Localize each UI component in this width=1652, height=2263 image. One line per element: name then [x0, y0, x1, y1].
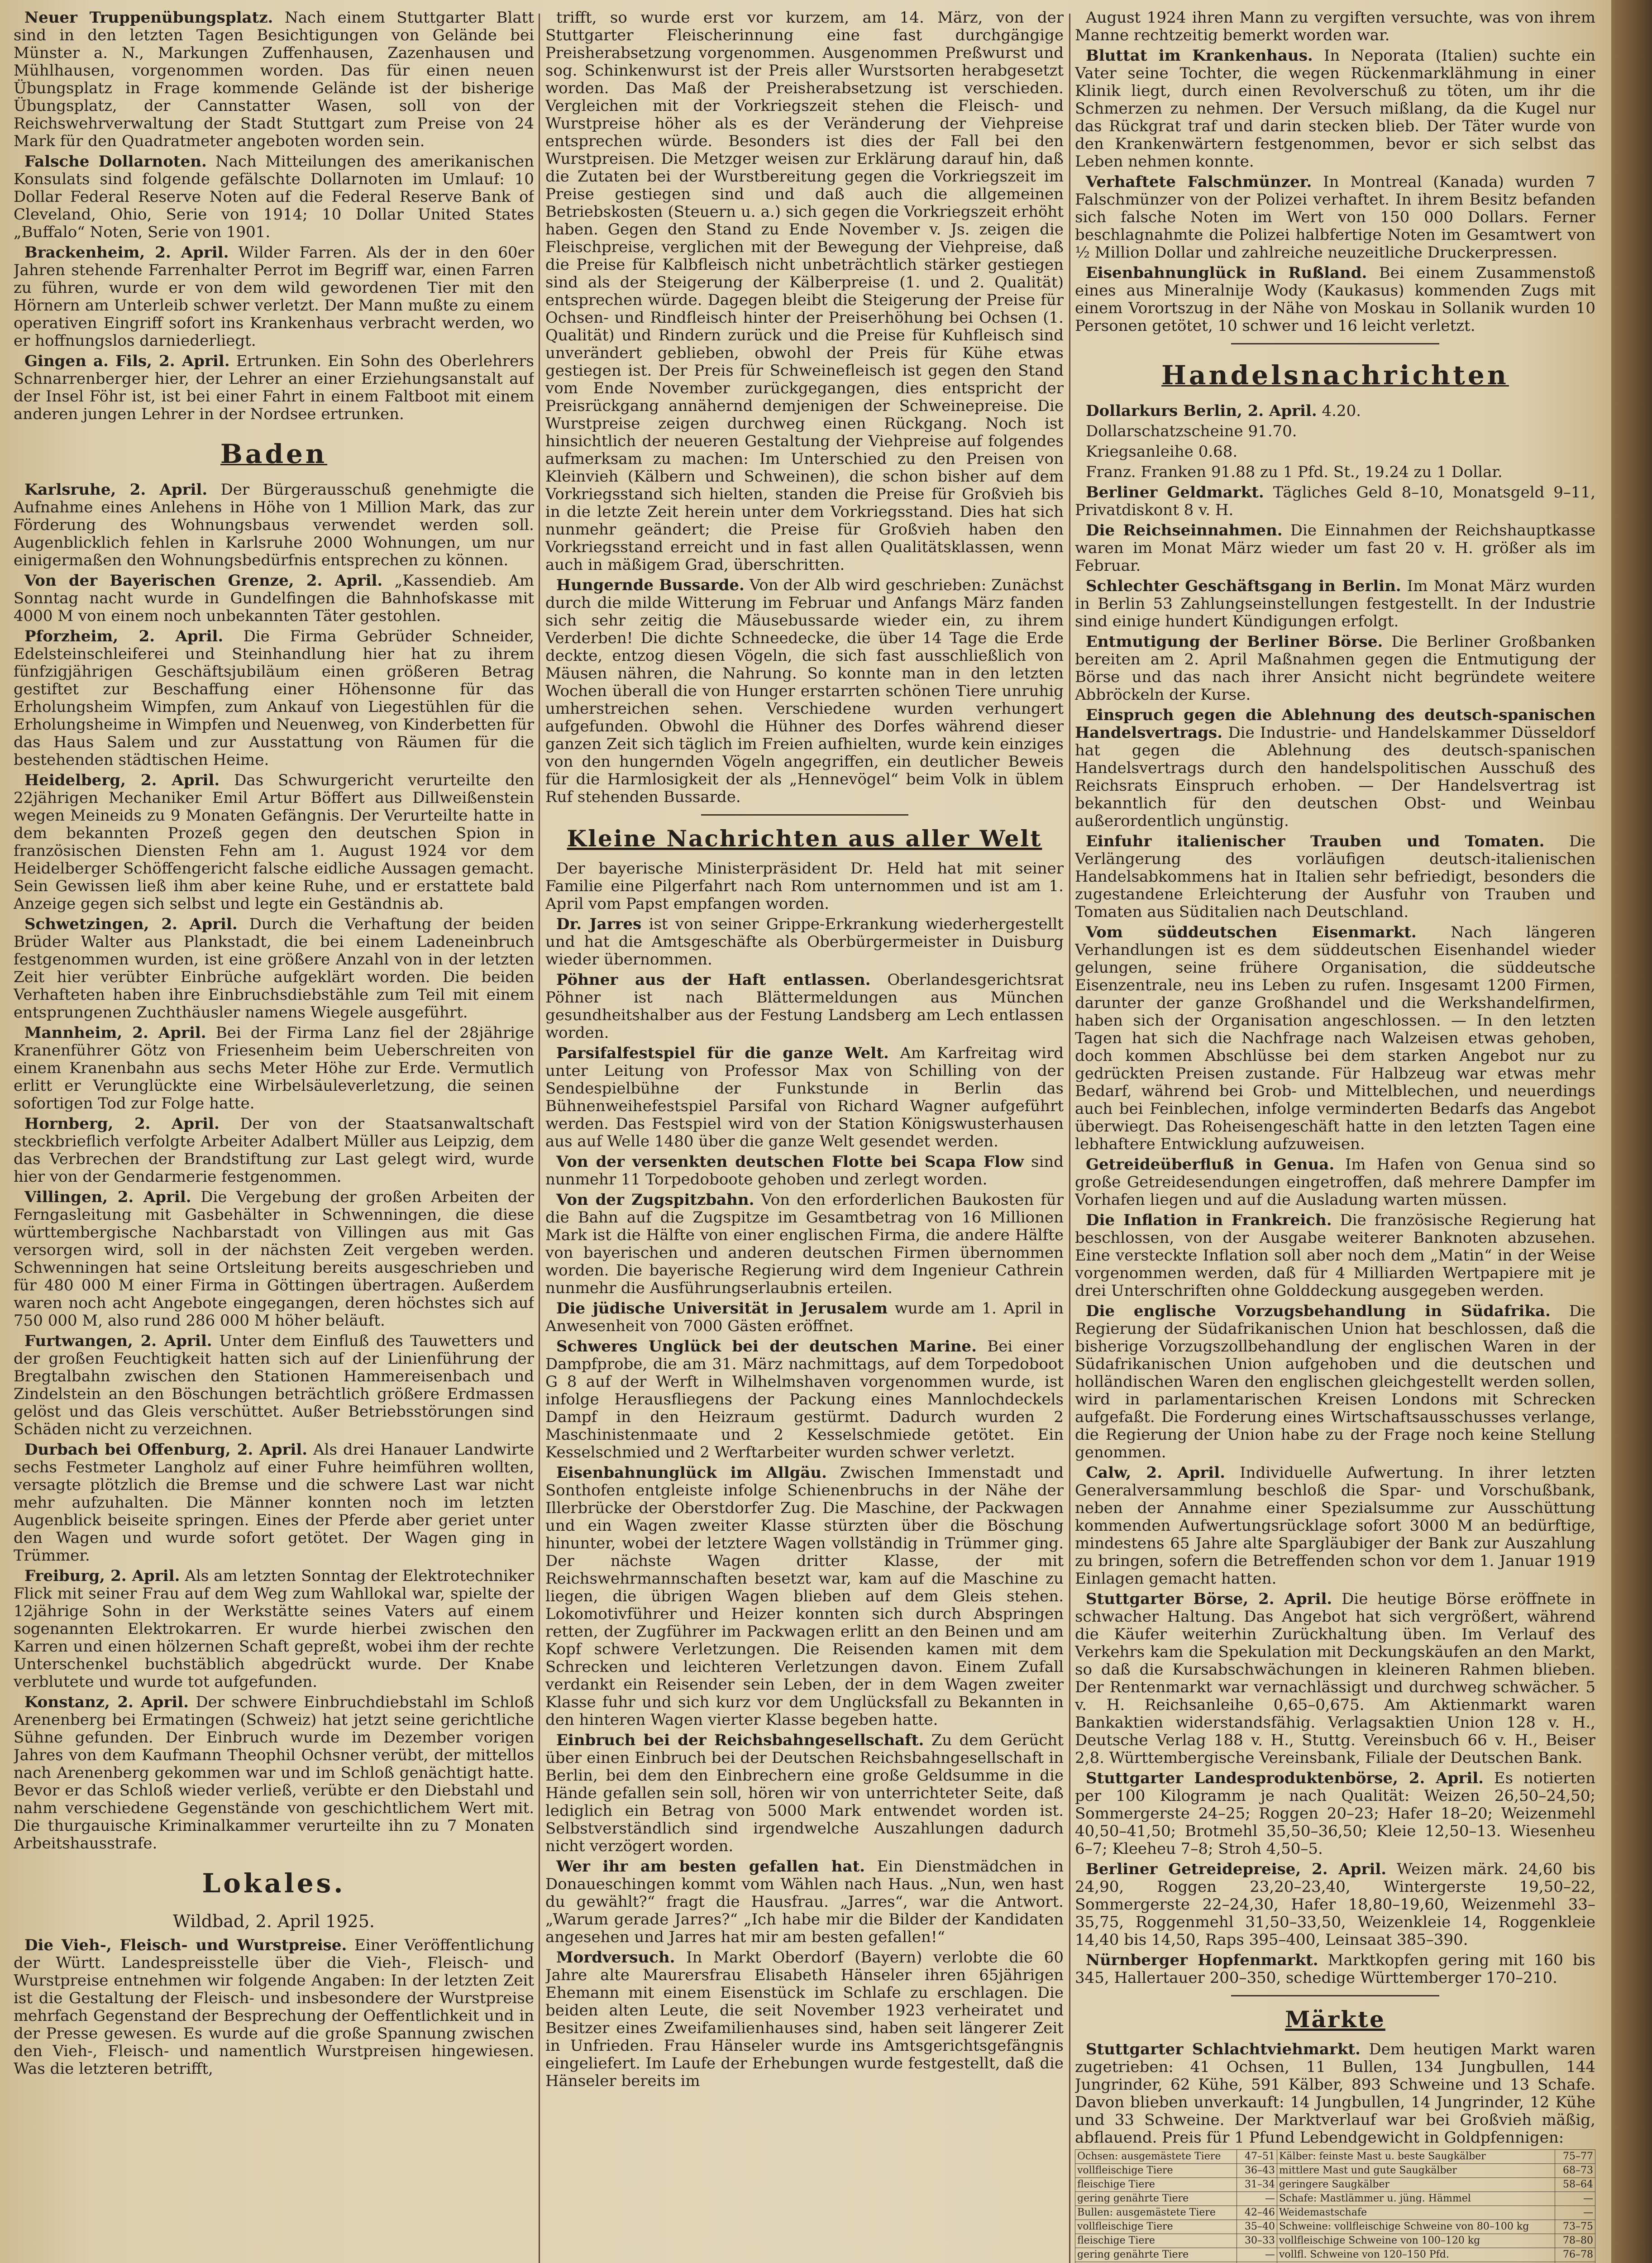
article-text: Individuelle Aufwertung. In ihrer letzten Generalversammlung beschloß die Spar- und Vorschußbank, neben der Annahme einer Spezialsumme zur Ausschüttung kommenden Aufwertungsrücklage sofort 3000 M an bedürftige, mindestens 65 Jahre alte Spargläubiger der Bank zur Auszahlung zu bringen, sofern die Betreffenden schon vor dem 1. Januar 1919 Einlagen gemacht hatten.	[1075, 1464, 1595, 1588]
article-headline: Gingen a. Fils, 2. April.	[24, 352, 230, 370]
article-headline: Schlechter Geschäftsgang in Berlin.	[1086, 577, 1401, 595]
table-cell-price: —	[1555, 2192, 1595, 2206]
article-paragraph	[1075, 463, 1595, 481]
article-text: Der Bürgerausschuß genehmigte die Aufnahme eines Anlehens in Höhe von 1 Million Mark, das zur Förderung des Wohnungsbaus verwendet werden soll. Augenblicklich fehlen in Karlsruhe 2000 Wohnungen, um nur einigermaßen den Wohnungsbedürfnis entsprechen zu können.	[14, 481, 534, 569]
article-headline: Konstanz, 2. April.	[24, 1693, 189, 1711]
article-paragraph	[545, 1464, 1064, 1729]
article-headline: Dollarkurs Berlin, 2. April.	[1086, 402, 1317, 420]
article-headline: Schweres Unglück bei der deutschen Marine.	[556, 1337, 977, 1356]
article-text: Ein Dienstmädchen in Donaueschingen kommt vom Wählen nach Haus. „Nun, wen hast du gewählt?“ fragt die Hausfrau. „Jarres“, war die Antwort. „Warum gerade Jarres?“ „Ich habe mir die Bilder der Kandidaten angesehen und Jarres hat mir am besten gefallen!“	[545, 1857, 1064, 1946]
article-paragraph	[14, 9, 534, 150]
article-paragraph	[1075, 443, 1595, 461]
article-paragraph	[14, 1567, 534, 1691]
table-cell-label: fleischige Tiere	[1075, 2234, 1237, 2248]
article-text: August 1924 ihren Mann zu vergiften versuchte, was von ihrem Manne rechtzeitig bemerkt worden war.	[1075, 9, 1595, 44]
article-text: Marktkopfen gering mit 160 bis 345, Hallertauer 200–350, schedige Württemberger 170–210.	[1075, 1951, 1595, 1987]
table-cell-label: Bullen: ausgemästete Tiere	[1075, 2206, 1237, 2220]
divider	[1231, 343, 1439, 344]
article-paragraph	[545, 1858, 1064, 1946]
divider	[1231, 1995, 1439, 1996]
article-headline: Einfuhr italienischer Trauben und Tomaten.	[1086, 832, 1545, 850]
article-headline: Stuttgarter Landesproduktenbörse, 2. April.	[1086, 1769, 1484, 1787]
table-row	[1075, 2178, 1595, 2192]
table-cell-price: 30–33	[1237, 2234, 1277, 2248]
article-text: Die heutige Börse eröffnete in schwacher Haltung. Das Angebot hat sich vergrößert, während die Käufer weiterhin Zurückhaltung üben. Im Verlauf des Verkehrs kam die Spekulation mit Deckungskäufen an den Markt, so daß die Kursabschwächungen in kleineren Rahmen blieben. Der Rentenmarkt war vernachlässigt und durchweg schwächer. 5 v. H. Reichsanleihe 0,65–0,675. Am Aktienmarkt waren Bankaktien widerstandsfähig. Verlagsaktien Union 128 v. H., Deutsche Verlag 188 v. H., Stuttg. Vereinsbuch 66 v. H., Beiser 2,8. Württembergische Vereinsbank, Filiale der Deutschen Bank.	[1075, 1590, 1595, 1767]
article-headline: Von der Bayerischen Grenze, 2. April.	[24, 572, 383, 590]
article-paragraph	[14, 628, 534, 769]
article-headline: Stuttgarter Schlachtviehmarkt.	[1086, 2040, 1361, 2058]
article-paragraph	[1075, 264, 1595, 335]
article-headline: Einbruch bei der Reichsbahngesellschaft.	[556, 1731, 924, 1749]
article-headline: Vom süddeutschen Eisenmarkt.	[1086, 923, 1417, 941]
article-text: Bei einem Zusammenstoß eines aus Mineralnije Wody (Kaukasus) kommenden Zugs mit einem Vorortszug in der Nähe von Moskau in Sollanik wurden 10 Personen getötet, 10 schwer und 16 leicht verletzt.	[1075, 264, 1595, 335]
article-headline: Die englische Vorzugsbehandlung in Südafrika.	[1086, 1302, 1551, 1320]
article-text: In Montreal (Kanada) wurden 7 Falschmünzer von der Polizei verhaftet. In ihrem Besitz befanden sich falsche Noten im Wert von 150 000 Dollars. Ferner beschlagnahmte die Polizei halbfertige Noten im Gesamtwert von ½ Million Dollar und zahlreiche neuzeitliche Druckerpressen.	[1075, 173, 1595, 262]
column-3	[1075, 9, 1595, 2263]
article-text: Dollarschatzscheine 91.70.	[1086, 422, 1297, 440]
table-cell-label: vollfl. Schweine von 120–150 Pfd.	[1277, 2248, 1555, 2262]
article-paragraph	[14, 1024, 534, 1112]
table-cell-price: —	[1237, 2192, 1277, 2206]
article-paragraph	[1075, 402, 1595, 420]
article-paragraph	[14, 153, 534, 241]
table-cell-label: fleischige Tiere	[1075, 2178, 1237, 2192]
lokales-dateline: Wildbad, 2. April 1925.	[173, 1911, 375, 1931]
article-text: Bei einer Dampfprobe, die am 31. März nachmittags, auf dem Torpedoboot G 8 auf der Werft in Wilhelmshaven vorgenommen wurde, ist infolge Herausfliegens der Packung eines Mannlochdeckels Dampf in den Heizraum gestürmt. Dadurch wurden 2 Maschinistenmaate und 2 Kesselschmiede getötet. Ein Kesselschmied und 2 Werftarbeiter wurden schwer verletzt.	[545, 1337, 1064, 1461]
table-cell-label: geringere Saugkälber	[1277, 2178, 1555, 2192]
table-row	[1075, 2220, 1595, 2234]
article-paragraph	[1075, 1952, 1595, 1987]
article-text: Als am letzten Sonntag der Elektrotechniker Flick mit seiner Frau auf dem Weg zum Wahllokal war, spielte der 12jährige Sohn in der Werkstätte seines Vaters auf einem sogenannten Elektrokarren. Er wurde hierbei zwischen den Karren und einen hölzernen Schaft gepreßt, wobei ihm der rechte Unterschenkel buchstäblich abgedrückt wurde. Der Knabe verblutete und wurde tot aufgefunden.	[14, 1567, 534, 1691]
article-text: Die Einnahmen der Reichshauptkasse waren im Monat März wieder um fast 20 v. H. größer als im Februar.	[1075, 521, 1595, 575]
article-headline: Nürnberger Hopfenmarkt.	[1086, 1951, 1318, 1969]
article-headline: Villingen, 2. April.	[24, 1188, 191, 1206]
article-text: trifft, so wurde erst vor kurzem, am 14. März, von der Stuttgarter Fleischerinnung eine fast durchgängige Preisherabsetzung vorgenommen. Ausgenommen Preßwurst und sog. Schinkenwurst ist der Preis aller Wurstsorten herabgesetzt worden. Das Maß der Preisherabsetzung ist verschieden. Vergleichen mit der Vorkriegszeit stehen die Fleisch- und Wurstpreise höher als es der Veränderung der Viehpreise entsprechen würde. Besonders ist dies der Fall bei den Wurstpreisen. Die Metzger weisen zur Erklärung darauf hin, daß die Zutaten bei der Wurstbereitung gegen die Vorkriegszeit im Preise gestiegen sind und daß auch die allgemeinen Betriebskosten (Steuern u. a.) sich gegen die Vorkriegszeit erhöht haben. Gegen den Stand zu Ende November v. Js. zeigen die Fleischpreise, verglichen mit der Bewegung der Viehpreise, daß die Preise für Kalbfleisch nicht unbeträchtlich stärker gestiegen sind als der Steigerung der Kälberpreise (1. und 2. Qualität) entsprechen würde. Dagegen bleibt die Steigerung der Preise für Ochsen- und Rindfleisch hinter der Preiserhöhung bei Ochsen (1. Qualität) und Rindern zurück und die Preise für Kuhfleisch sind unverändert geblieben, obwohl der Preis für Kühe etwas gestiegen ist. Der Preis für Schweinefleisch ist gegen den Stand vom Ende November zurückgegangen, dies entspricht der Preisrückgang annähernd demjenigen der Schweinepreise. Die Wurstpreise zeigen durchweg einen Rückgang. Noch ist hinsichtlich der neueren Gestaltung der Viehpreise auf folgendes aufmerksam zu machen: Im Unterschied zu den Preisen von Kleinvieh (Kälbern und Schweinen), die schon bisher auf dem Vorkriegsstand sich hielten, standen die Preise für Großvieh bis in die letzte Zeit herein unter dem Vorkriegsstand. Dies hat sich nunmehr geändert; die Preise für Großvieh haben den Vorkriegsstand erreicht und in fast allen Qualitätsklassen, wenn auch in mäßigem Grad, überschritten.	[545, 9, 1064, 574]
article-paragraph	[1075, 1212, 1595, 1300]
section-title-baden: Baden	[220, 439, 328, 469]
article-headline: Dr. Jarres	[556, 915, 642, 933]
article-paragraph	[545, 860, 1064, 913]
article-paragraph	[545, 1338, 1064, 1461]
section-title-lokales: Lokales.	[202, 1868, 346, 1899]
article-headline: Brackenheim, 2. April.	[24, 243, 229, 262]
article-headline: Hungernde Bussarde.	[556, 576, 745, 594]
article-text: Ertrunken. Ein Sohn des Oberlehrers Schnarrenberger hier, der Lehrer an einer Erziehungsanstalt auf der Insel Föhr ist, ist bei einer Fahrt in einem Faltboot mit einem anderen jungen Lehrer in der Nordsee ertrunken.	[14, 352, 534, 423]
article-text: Es notierten per 100 Kilogramm je nach Qualität: Weizen 26,50–24,50; Sommergerste 24–25; Roggen 20–23; Hafer 18–20; Weizenmehl 40,50–41,50; Brotmehl 35,50–36,50; Kleie 12,50–13. Wiesenheu 6–7; Kleeheu 7–8; Stroh 4,50–5.	[1075, 1769, 1595, 1858]
article-text: Dem heutigen Markt waren zugetrieben: 41 Ochsen, 11 Bullen, 134 Jungbullen, 144 Jungrinder, 62 Kühe, 591 Kälber, 893 Schweine und 13 Schafe. Davon blieben unverkauft: 14 Jungbullen, 14 Jungrinder, 12 Kühe und 33 Schweine. Der Marktverlauf war bei Großvieh mäßig, abflauend. Preis für 1 Pfund Lebendgewicht in Goldpfennigen:	[1075, 2040, 1595, 2147]
table-cell-label: gering genährte Tiere	[1075, 2192, 1237, 2206]
article-headline: Hornberg, 2. April.	[24, 1115, 220, 1133]
article-headline: Einspruch gegen die Ablehnung des deutsch-spanischen Handelsvertrags.	[1075, 706, 1595, 742]
article-headline: Verhaftete Falschmünzer.	[1086, 173, 1312, 191]
article-text: Nach längeren Verhandlungen ist es dem süddeutschen Eisenhandel wieder gelungen, seine frühere Organisation, die süddeutsche Eisenzentrale, neu ins Leben zu rufen. Insgesamt 1200 Firmen, darunter der ganze Großhandel und die Werkshandelfirmen, haben sich der Organisation angeschlossen. — In den letzten Tagen hat sich die Nachfrage nach Walzeisen etwas gehoben, doch kommen Abschlüsse bei dem starken Angebot nur zu gedrückten Preisen zustande. Für Halbzeug war etwas mehr Bedarf, während bei Grob- und Mittelblechen, und neuerdings auch bei Feinblechen, infolge verminderten Bedarfs das Angebot überwiegt. Das Roheisengeschäft hatte in den letzten Tagen eine lebhaftere Entwicklung aufzuweisen.	[1075, 923, 1595, 1153]
article-headline: Die jüdische Universität in Jerusalem	[556, 1299, 888, 1318]
article-paragraph	[1075, 9, 1595, 44]
article-headline: Von der Zugspitzbahn.	[556, 1191, 754, 1209]
article-paragraph	[14, 1441, 534, 1565]
article-paragraph	[545, 1191, 1064, 1297]
table-cell-label: vollfleischige Tiere	[1075, 2164, 1237, 2178]
column-rule-1	[539, 14, 540, 2263]
article-paragraph	[1075, 1770, 1595, 1858]
article-headline: Mannheim, 2. April.	[24, 1024, 206, 1042]
article-paragraph	[14, 481, 534, 569]
article-paragraph	[14, 1332, 534, 1438]
article-paragraph	[545, 1045, 1064, 1151]
article-text: Der bayerische Ministerpräsident Dr. Held hat mit seiner Familie eine Pilgerfahrt nach Rom unternommen und ist am 1. April vom Papst empfangen worden.	[545, 859, 1064, 913]
article-text: sind nunmehr 11 Torpedoboote gehoben und zerlegt worden.	[545, 1153, 1064, 1189]
column-2	[545, 9, 1064, 2263]
article-text: Tägliches Geld 8–10, Monatsgeld 9–11, Privatdiskont 8 v. H.	[1075, 483, 1595, 519]
article-text: Zu dem Gerücht über einen Einbruch bei der Deutschen Reichsbahngesellschaft in Berlin, bei dem den Einbrechern eine große Geldsumme in die Hände gefallen sein soll, hören wir von unterrichteter Seite, daß lediglich ein Betrag von 5000 Mark entwendet worden ist. Selbstverständlich sind irgendwelche Auszahlungen dadurch nicht verzögert worden.	[545, 1731, 1064, 1855]
article-headline: Wer ihr am besten gefallen hat.	[556, 1857, 865, 1876]
article-headline: Freiburg, 2. April.	[24, 1567, 180, 1585]
article-paragraph	[1075, 1861, 1595, 1949]
article-paragraph	[14, 1115, 534, 1186]
article-paragraph	[14, 353, 534, 423]
article-text: Nach einem Stuttgarter Blatt sind in den letzten Tagen Besichtigungen von Gelände bei Münster a. N., Markungen Zuffenhausen, Zazenhausen und Mühlhausen, vorgenommen worden. Das für einen neuen Übungsplatz in Frage kommende Gelände ist der bisherige Übungsplatz, der Cannstatter Wasen, soll von der Reichswehrverwaltung der Stadt Stuttgart zum Preise von 24 Mark für den Quadratmeter angeboten worden sein.	[14, 9, 534, 150]
article-text: Oberlandesgerichtsrat Pöhner ist nach Blättermeldungen aus München gesundheitshalber aus der Festung Landsberg am Lech entlassen worden.	[545, 971, 1064, 1042]
article-text: Die Vergebung der großen Arbeiten der Ferngasleitung mit Gasbehälter in Schwenningen, die diese württembergische Nachbarstadt von Villingen aus mit Gas versorgen wird, soll in der nächsten Zeit vergeben werden. Schwenningen hat seine Ortsleitung bereits ausgeschrieben und für 480 000 M einer Firma in Göttingen übertragen. Außerdem waren noch acht Angebote eingegangen, deren höchstes sich auf 750 000 M, also rund 286 000 M höher beläuft.	[14, 1188, 534, 1330]
article-text: Franz. Franken 91.88 zu 1 Pfd. St., 19.24 zu 1 Dollar.	[1086, 463, 1503, 481]
table-cell-label: gering genährte Tiere	[1075, 2248, 1237, 2262]
article-text: Der schwere Einbruchdiebstahl im Schloß Arenenberg bei Ermatingen (Schweiz) hat jetzt seine gerichtliche Sühne gefunden. Der Einbruch wurde im Dezember vorigen Jahres von dem Kaufmann Theophil Ochsner verübt, der mittellos nach Arenenberg gekommen war und im Schloß genächtigt hatte. Bevor er das Schloß wieder verließ, verübte er den Diebstahl und nahm verschiedene Gegenstände von geschichtlichem Wert mit. Die thurgauische Kriminalkammer verurteilte ihn zu 7 Monaten Arbeitshausstrafe.	[14, 1693, 534, 1852]
table-cell-price: 42–46	[1237, 2206, 1277, 2220]
article-headline: Getreideüberfluß in Genua.	[1086, 1155, 1335, 1174]
article-paragraph	[1075, 1156, 1595, 1209]
article-paragraph	[1075, 833, 1595, 921]
article-text: Nach Mitteilungen des amerikanischen Konsulats sind folgende gefälschte Dollarnoten im Umlauf: 10 Dollar Federal Reserve Noten auf die Federal Reserve Bank of Cleveland, Ohio, Serie von 1914; 10 Dollar United States „Buffalo“ Noten, Serie von 1901.	[14, 153, 534, 241]
article-paragraph	[14, 572, 534, 625]
article-text: Wilder Farren. Als der in den 60er Jahren stehende Farrenhalter Perrot im Begriff war, einen Farren zu führen, wurde er von dem wild gewordenen Tier mit den Hörnern am Unterleib schwer verletzt. Der Mann mußte zu einem operativen Eingriff sofort ins Krankenhaus verbracht werden, wo er hoffnungslos darniederliegt.	[14, 243, 534, 350]
article-text: In Markt Oberdorf (Bayern) verlobte die 60 Jahre alte Maurersfrau Elisabeth Hänseler ihren 65jährigen Ehemann mit einem Eisenstück im Schlafe zu erschlagen. Die beiden alten Leute, die seit November 1923 verheiratet und Besitzer eines Zweifamilienhauses sind, haben seit längerer Zeit in Unfrieden. Frau Hänseler wurde ins Amtsgerichtsgefängnis eingeliefert. Im Laufe der Erhebungen wurde festgestellt, daß die Hänseler bereits im	[545, 1948, 1064, 2090]
table-cell-price: 73–75	[1555, 2220, 1595, 2234]
article-paragraph	[14, 1937, 534, 2078]
article-headline: Mordversuch.	[556, 1948, 675, 1967]
article-headline: Falsche Dollarnoten.	[24, 153, 207, 171]
article-headline: Von der versenkten deutschen Flotte bei Scapa Flow	[556, 1153, 1024, 1171]
article-paragraph	[14, 1694, 534, 1852]
table-cell-price: 36–43	[1237, 2164, 1277, 2178]
article-headline: Parsifalfestspiel für die ganze Welt.	[556, 1044, 889, 1062]
article-paragraph	[1075, 484, 1595, 519]
article-paragraph	[545, 916, 1064, 969]
article-paragraph	[545, 9, 1064, 574]
article-text: Die französische Regierung hat beschlossen, von der Ausgabe weiterer Banknoten abzusehen. Eine versteckte Inflation soll aber noch dem „Matin“ in der Weise vorgenommen werden, daß für 4 Milliarden Wertpapiere mit je drei Unterschriften ohne Golddeckung ausgegeben werden.	[1075, 1211, 1595, 1300]
article-headline: Calw, 2. April.	[1086, 1464, 1225, 1482]
article-headline: Berliner Geldmarkt.	[1086, 483, 1264, 501]
article-paragraph	[1075, 1464, 1595, 1588]
table-cell-price: 75–77	[1555, 2150, 1595, 2164]
article-paragraph	[14, 772, 534, 913]
section-title-maerkte: Märkte	[1285, 2006, 1385, 2033]
table-row	[1075, 2206, 1595, 2220]
article-text: ist von seiner Grippe-Erkrankung wiederhergestellt und hat die Amtsgeschäfte als Oberbürgermeister in Duisburg wieder übernommen.	[545, 915, 1064, 969]
article-headline: Eisenbahnunglück in Rußland.	[1086, 264, 1367, 282]
article-text: Das Schwurgericht verurteilte den 22jährigen Mechaniker Emil Artur Böffert aus Dillweißenstein wegen Meineids zu 9 Monaten Gefängnis. Der Verurteilte hatte in dem bekannten Prozeß gegen den deutschen Spion in französischen Diensten Fehn am 1. August 1924 vor dem Heidelberger Schöffengericht falsche eidliche Aussagen gemacht. Sein Gewissen ließ ihm aber keine Ruhe, und er erstattete bald Anzeige gegen sich selbst und legte ein Geständnis ab.	[14, 771, 534, 913]
table-cell-price: 35–40	[1237, 2220, 1277, 2234]
article-paragraph	[1075, 173, 1595, 262]
table-cell-price: 78–80	[1555, 2234, 1595, 2248]
article-text: Die Verlängerung des vorläufigen deutsch-italienischen Handelsabkommens hat in Italien sehr befriedigt, besonders die zugestandene Erleichterung der Ausfuhr von Trauben und Tomaten aus Süditalien nach Deutschland.	[1075, 832, 1595, 921]
article-paragraph	[1075, 578, 1595, 630]
column-rule-2	[1069, 14, 1070, 2263]
article-headline: Durbach bei Offenburg, 2. April.	[24, 1441, 308, 1459]
article-paragraph	[1075, 1590, 1595, 1767]
article-text: Einer Veröffentlichung der Württ. Landespreisstelle über die Vieh-, Fleisch- und Wurstpreise entnehmen wir folgende Angaben: In der letzten Zeit ist die Gestaltung der Fleisch- und insbesondere der Wurstpreise mehrfach Gegenstand der Besprechung der Oeffentlichkeit und in der Presse gewesen. Es wurde auf die große Spannung zwischen den Vieh-, Fleisch- und namentlich Wurstpreisen hingewiesen. Was die letzteren betrifft,	[14, 1936, 534, 2078]
article-text: Als drei Hanauer Landwirte sechs Festmeter Langholz auf einer Fuhre heimführen wollten, versagte plötzlich die Bremse und die schwere Last war nicht mehr aufzuhalten. Die Männer konnten noch im letzten Augenblick beiseite springen. Eines der Pferde aber geriet unter den Wagen und wurde sofort getötet. Der Wagen ging in Trümmer.	[14, 1441, 534, 1565]
article-text: 4.20.	[1317, 402, 1361, 420]
article-text: wurde am 1. April in Anwesenheit von 7000 Gästen eröffnet.	[545, 1299, 1064, 1335]
article-headline: Neuer Truppenübungsplatz.	[24, 9, 273, 27]
article-paragraph	[545, 1732, 1064, 1855]
article-headline: Pöhner aus der Haft entlassen.	[556, 971, 871, 989]
article-text: Der von der Staatsanwaltschaft steckbrieflich verfolgte Arbeiter Adalbert Müller aus Leipzig, dem das Verbrechen der Brandstiftung zur Last gelegt wird, wurde hier von der Gendarmerie festgenommen.	[14, 1115, 534, 1186]
article-paragraph	[545, 971, 1064, 1042]
table-cell-price: 76–78	[1555, 2248, 1595, 2262]
article-headline: Die Vieh-, Fleisch- und Wurstpreise.	[24, 1936, 347, 1954]
article-text: Bei der Firma Lanz fiel der 28jährige Kranenführer Götz von Friesenheim beim Ueberschreiten von einem Kranenbahn aus sechs Meter Höhe zur Erde. Vermutlich erlitt er Verunglückte eine Wirbelsäuleverletzung, die seinen sofortigen Tod zur Folge hatte.	[14, 1024, 534, 1112]
table-cell-price: —	[1555, 2206, 1595, 2220]
section-title-handelsnachrichten: Handelsnachrichten	[1161, 360, 1509, 391]
article-paragraph	[1075, 522, 1595, 575]
article-paragraph	[14, 916, 534, 1022]
table-cell-price: 68–73	[1555, 2164, 1595, 2178]
article-paragraph	[1075, 633, 1595, 704]
article-text: Die Berliner Großbanken bereiten am 2. April Maßnahmen gegen die Entmutigung der Börse und das nach ihrer Ansicht nicht begründete weitere Abbröckeln der Kurse.	[1075, 633, 1595, 704]
table-cell-label: Weidemastschafe	[1277, 2206, 1555, 2220]
article-paragraph	[1075, 924, 1595, 1153]
article-paragraph	[545, 1949, 1064, 2090]
article-text: Die Industrie- und Handelskammer Düsseldorf hat gegen die Ablehnung des deutsch-spanischen Handelsvertrags durch den handelspolitischen Ausschuß des Reichsrats Einspruch erhoben. — Der Handelsvertrag ist bekanntlich für den deutschen Obst- und Weinbau außerordentlich ungünstig.	[1075, 724, 1595, 830]
article-text: Durch die Verhaftung der beiden Brüder Walter aus Plankstadt, die bei einem Ladeneinbruch festgenommen wurden, ist eine größere Anzahl von in der letzten Zeit hier verübter Einbrüche aufgeklärt worden. Die beiden Verhafteten haben ihre Einbruchsdiebstähle zum Teil mit einem entsprungenen Zuchthäusler namens Wiegele ausgeführt.	[14, 915, 534, 1022]
article-text: In Neporata (Italien) suchte ein Vater seine Tochter, die wegen Rückenmarklähmung in einer Klinik liegt, durch einen Revolverschuß zu töten, um ihr die Schmerzen zu nehmen. Der Versuch mißlang, da die Kugel nur das Rückgrat traf und darin stecken blieb. Der Täter wurde von den Krankenwärtern festgenommen, bevor er sich selbst das Leben nehmen konnte.	[1075, 47, 1595, 171]
table-cell-label: Schweine: vollfleischige Schweine von 80–100 kg	[1277, 2220, 1555, 2234]
article-text: Im Hafen von Genua sind so große Getreidesendungen eingetroffen, daß mehrere Dampfer im Vorhafen liegen und auf die Ausladung warten müssen.	[1075, 1155, 1595, 1209]
table-row	[1075, 2150, 1595, 2164]
article-text: Von den erforderlichen Baukosten für die Bahn auf die Zugspitze im Gesamtbetrag von 16 Millionen Mark ist die Hälfte von einer englischen Firma, die andere Hälfte von bayerischen und anderen deutschen Firmen übernommen worden. Die bayerische Regierung wird dem Ingenieur Cathrein nunmehr die Ausführungserlaubnis erteilen.	[545, 1191, 1064, 1297]
article-headline: Bluttat im Krankenhaus.	[1086, 47, 1313, 65]
section-title-kleine-nachrichten: Kleine Nachrichten aus aller Welt	[567, 825, 1042, 852]
article-paragraph	[1075, 1303, 1595, 1461]
cattle-price-table	[1075, 2149, 1595, 2263]
article-headline: Entmutigung der Berliner Börse.	[1086, 633, 1383, 651]
article-headline: Karlsruhe, 2. April.	[24, 481, 208, 499]
article-text: Am Karfreitag wird unter Leitung von Professor Max von Schilling von der Sendespielbühne der Funkstunde in Berlin das Bühnenweihefestspiel Parsifal von Richard Wagner aufgeführt werden. Das Festspiel wird von der Station Königswusterhausen aus auf Welle 1480 über die ganze Welt gesendet werden.	[545, 1044, 1064, 1151]
article-headline: Stuttgarter Börse, 2. April.	[1086, 1590, 1332, 1608]
article-text: Zwischen Immenstadt und Sonthofen entgleiste infolge Schienenbruchs in der Nähe der Illerbrücke der Oberstdorfer Zug. Die Maschine, der Packwagen und ein Wagen zweiter Klasse stürzten über die Böschung hinunter, wobei der letztere Wagen vollständig in Trümmer ging. Der nächste Wagen dritter Klasse, der mit Reichswehrmannschaften besetzt war, kam auf die Maschine zu liegen, die übrigen Wagen blieben auf dem Gleis stehen. Lokomotivführer und Heizer konnten sich durch Abspringen retten, der Zugführer im Packwagen erlitt an den Beinen und am Kopf schwere Verletzungen. Die Reisenden kamen mit dem Schrecken und leichteren Verletzungen davon. Einem Zufall verdankt ein Reisender sein Leben, der in dem Wagen zweiter Klasse fuhr und sich kurz vor dem Unglücksfall zu Bekannten in den hinteren Wagen vierter Klasse begeben hatte.	[545, 1464, 1064, 1729]
table-cell-price: 47–51	[1237, 2150, 1277, 2164]
article-headline: Furtwangen, 2. April.	[24, 1332, 212, 1350]
table-cell-label: vollfleischige Tiere	[1075, 2220, 1237, 2234]
table-row	[1075, 2248, 1595, 2262]
article-headline: Die Reichseinnahmen.	[1086, 521, 1283, 539]
column-1	[14, 9, 534, 2263]
table-row	[1075, 2234, 1595, 2248]
table-row	[1075, 2192, 1595, 2206]
article-headline: Berliner Getreidepreise, 2. April.	[1086, 1860, 1387, 1878]
article-headline: Die Inflation in Frankreich.	[1086, 1211, 1332, 1229]
article-paragraph	[14, 1189, 534, 1330]
article-text: „Kassendieb. Am Sonntag nacht wurde in Gundelfingen die Bahnhofskasse mit 4000 M von einem noch unbekannten Täter gestohlen.	[14, 572, 534, 625]
table-cell-label: Kälber: feinste Mast u. beste Saugkälber	[1277, 2150, 1555, 2164]
article-text: Im Monat März wurden in Berlin 53 Zahlungseinstellungen festgestellt. In der Industrie sind einige hundert Kündigungen erfolgt.	[1075, 577, 1595, 630]
divider	[701, 814, 908, 816]
article-text: Die Firma Gebrüder Schneider, Edelsteinschleiferei und Steinhandlung hier hat zu ihrem fünfzigjährigen Geschäftsjubiläum einen größeren Betrag gestiftet zur Beschaffung einer Höhensonne für das Erholungsheim Wimpfen, zum Ankauf von Liegestühlen für die Erholungsheime in Wimpfen und Neuenweg, von Kinderbetten für das Haus Salem und zur Ausstattung von Räumen für die bestehenden städtischen Heime.	[14, 627, 534, 769]
article-paragraph	[545, 577, 1064, 806]
table-cell-price: 58–64	[1555, 2178, 1595, 2192]
article-paragraph	[1075, 47, 1595, 171]
article-text: Die Regierung der Südafrikanischen Union hat beschlossen, daß die bisherige Vorzugszollbehandlung der englischen Waren in der Südafrikanischen Union aufgehoben und die deutschen und holländischen Waren den englischen gleichgestellt werden sollen, wird in parlamentarischen Kreisen Londons mit Schrecken aufgefaßt. Die Forderung eines Wirtschaftsausschusses verlange, die Regierung der Union habe zu der Frage noch keine Stellung genommen.	[1075, 1302, 1595, 1461]
book-binding	[1611, 0, 1652, 2263]
article-headline: Eisenbahnunglück im Allgäu.	[556, 1464, 827, 1482]
article-paragraph	[545, 1300, 1064, 1335]
article-headline: Pforzheim, 2. April.	[24, 627, 224, 645]
table-cell-label: mittlere Mast und gute Saugkälber	[1277, 2164, 1555, 2178]
article-text: Von der Alb wird geschrieben: Zunächst durch die milde Witterung im Februar und Anfangs März fanden sich sehr zeitig die Mäusebussarde wieder ein, zu ihrem Verderben! Die dichte Schneedecke, die über 14 Tage die Erde deckte, entzog diesen Vögeln, die sich fast ausschließlich von Mäusen nähren, die Nahrung. So konnte man in den letzten Wochen überall die von Hunger erstarrten schönen Tiere unruhig umherstreichen sehen. Verschiedene wurden verhungert aufgefunden. Obwohl die Hühner des Dorfes während dieser ganzen Zeit sich täglich im Freien aufhielten, wurde kein einziges von den hungernden Vögeln angegriffen, ein deutlicher Beweis für die Harmlosigkeit der als „Hennevögel“ beim Volk in üblem Ruf stehenden Bussarde.	[545, 576, 1064, 806]
article-paragraph	[1075, 707, 1595, 830]
table-cell-price: 31–34	[1237, 2178, 1277, 2192]
table-cell-label: vollfleischige Schweine von 100–120 kg	[1277, 2234, 1555, 2248]
table-cell-price: —	[1237, 2248, 1277, 2262]
article-text: Unter dem Einfluß des Tauwetters und der großen Feuchtigkeit hatten sich auf der Linienführung der Bregtalbahn zwischen den Stationen Hammereisenbach und Zindelstein an den Böschungen beträchtlich größere Erdmassen gelöst und das Gleis verschüttet. Außer Betriebsstörungen sind Schäden nicht zu verzeichnen.	[14, 1332, 534, 1438]
article-headline: Schwetzingen, 2. April.	[24, 915, 238, 933]
article-headline: Heidelberg, 2. April.	[24, 771, 220, 789]
article-paragraph	[545, 1153, 1064, 1189]
article-text: Weizen märk. 24,60 bis 24,90, Roggen 23,20–23,40, Wintergerste 19,50–22, Sommergerste 22–24,30, Hafer 18,80–19,60, Weizenmehl 33–35,75, Roggenmehl 31,50–33,50, Weizenkleie 14, Roggenkleie 14,40 bis 14,50, Raps 395–400, Leinsaat 385–390.	[1075, 1860, 1595, 1949]
table-cell-label: Ochsen: ausgemästete Tiere	[1075, 2150, 1237, 2164]
article-paragraph	[1075, 2041, 1595, 2147]
article-text: Kriegsanleihe 0.68.	[1086, 443, 1238, 461]
table-row	[1075, 2164, 1595, 2178]
table-cell-label: Schafe: Mastlämmer u. jüng. Hämmel	[1277, 2192, 1555, 2206]
article-paragraph	[1075, 423, 1595, 440]
article-paragraph	[14, 244, 534, 350]
